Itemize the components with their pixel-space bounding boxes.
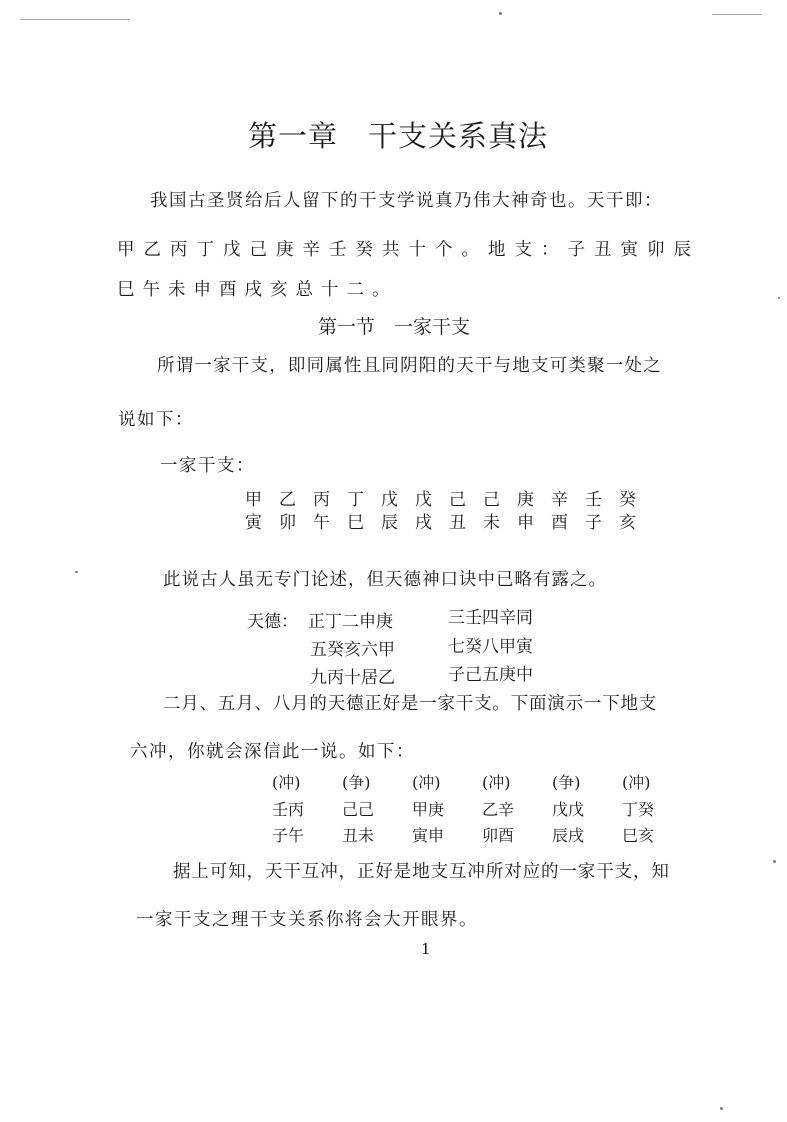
branch-char: 子 bbox=[585, 513, 602, 533]
para2: 此说古人虽无专门论述，但天德神口诀中已略有露之。 bbox=[163, 570, 607, 590]
chapter-title: 第一章 干支关系真法 bbox=[248, 119, 549, 153]
scan-speck bbox=[499, 12, 502, 15]
pair-stems: 乙辛 bbox=[482, 800, 515, 819]
stem-char: 乙 bbox=[279, 490, 296, 510]
stem-char: 丙 bbox=[313, 490, 330, 510]
pair-stems: 己己 bbox=[342, 800, 375, 819]
scan-speck bbox=[778, 297, 780, 299]
branches-row bbox=[245, 508, 653, 533]
stem-char: 戊 bbox=[381, 490, 398, 510]
stem-char: 己 bbox=[449, 490, 466, 510]
intro-line-1: 我国古圣贤给后人留下的干支学说真乃伟大神奇也。天干即： bbox=[150, 191, 663, 211]
scan-speck bbox=[773, 860, 776, 863]
stems-row bbox=[245, 485, 653, 510]
pair-stems: 壬丙 bbox=[272, 800, 305, 819]
stem-char: 癸 bbox=[619, 490, 636, 510]
para1-line-1: 所谓一家干支，即同属性且同阴阳的天干与地支可类聚一处之 bbox=[157, 356, 662, 376]
branch-char: 酉 bbox=[551, 513, 568, 533]
scan-speck bbox=[720, 1107, 723, 1110]
para1-line-2: 说如下： bbox=[118, 410, 194, 430]
intro-line-3: 巳午未申酉戌亥总十二。 bbox=[117, 280, 398, 300]
yijia-label: 一家干支： bbox=[160, 456, 255, 476]
pair-label: (争) bbox=[552, 773, 581, 792]
stem-char: 己 bbox=[483, 490, 500, 510]
pair-branches: 子午 bbox=[272, 826, 305, 845]
pair-branches: 辰戌 bbox=[552, 826, 585, 845]
pair-stems: 丁癸 bbox=[622, 800, 655, 819]
stem-char: 壬 bbox=[585, 490, 602, 510]
branch-char: 丑 bbox=[449, 513, 466, 533]
pairs-labels-row bbox=[272, 770, 692, 793]
stem-char: 甲 bbox=[245, 490, 262, 510]
tiande-r2c1: 五癸亥六甲 bbox=[310, 640, 395, 660]
scan-artifact bbox=[712, 14, 762, 15]
pairs-branches-row bbox=[272, 823, 692, 846]
tiande-r1c2: 三壬四辛同 bbox=[448, 608, 533, 628]
para4-line-2: 一家干支之理干支关系你将会大开眼界。 bbox=[136, 910, 478, 930]
pair-stems: 甲庚 bbox=[412, 800, 445, 819]
para3-line-2: 六冲，你就会深信此一说。如下： bbox=[130, 742, 415, 762]
branch-char: 午 bbox=[313, 513, 330, 533]
stem-char: 辛 bbox=[551, 490, 568, 510]
pair-label: (冲) bbox=[482, 773, 511, 792]
pair-label: (冲) bbox=[272, 773, 301, 792]
para3-line-1: 二月、五月、八月的天德正好是一家干支。下面演示一下地支 bbox=[163, 694, 658, 714]
branch-char: 辰 bbox=[381, 513, 398, 533]
pair-branches: 卯酉 bbox=[482, 826, 515, 845]
branch-char: 巳 bbox=[347, 513, 364, 533]
stem-char: 戊 bbox=[415, 490, 432, 510]
scan-speck bbox=[75, 571, 78, 573]
pair-label: (冲) bbox=[622, 773, 651, 792]
tiande-r1c1: 正丁二申庚 bbox=[308, 612, 393, 632]
para4-line-1: 据上可知，天干互冲，正好是地支互冲所对应的一家干支，知 bbox=[173, 862, 670, 882]
section-title: 第一节 一家干支 bbox=[318, 316, 471, 338]
scan-artifact bbox=[20, 19, 130, 20]
branch-char: 未 bbox=[483, 513, 500, 533]
branch-char: 戌 bbox=[415, 513, 432, 533]
intro-line-2: 甲乙丙丁戊己庚辛壬癸共十个。地支：子丑寅卯辰 bbox=[117, 240, 700, 260]
branch-char: 申 bbox=[517, 513, 534, 533]
tiande-r3c2: 子己五庚中 bbox=[448, 665, 533, 685]
stem-char: 庚 bbox=[517, 490, 534, 510]
page-number: 1 bbox=[421, 940, 431, 958]
branch-char: 寅 bbox=[245, 513, 262, 533]
pair-label: (争) bbox=[342, 773, 371, 792]
pair-branches: 寅申 bbox=[412, 826, 445, 845]
tiande-r3c1: 九丙十居乙 bbox=[310, 668, 395, 688]
tiande-r2c2: 七癸八甲寅 bbox=[448, 637, 533, 657]
pair-stems: 戊戊 bbox=[552, 800, 585, 819]
stem-char: 丁 bbox=[347, 490, 364, 510]
pair-branches: 巳亥 bbox=[622, 826, 655, 845]
branch-char: 亥 bbox=[619, 513, 636, 533]
branch-char: 卯 bbox=[279, 513, 296, 533]
pair-label: (冲) bbox=[412, 773, 441, 792]
tiande-label: 天德： bbox=[247, 612, 298, 632]
pairs-stems-row bbox=[272, 797, 692, 820]
pair-branches: 丑未 bbox=[342, 826, 375, 845]
